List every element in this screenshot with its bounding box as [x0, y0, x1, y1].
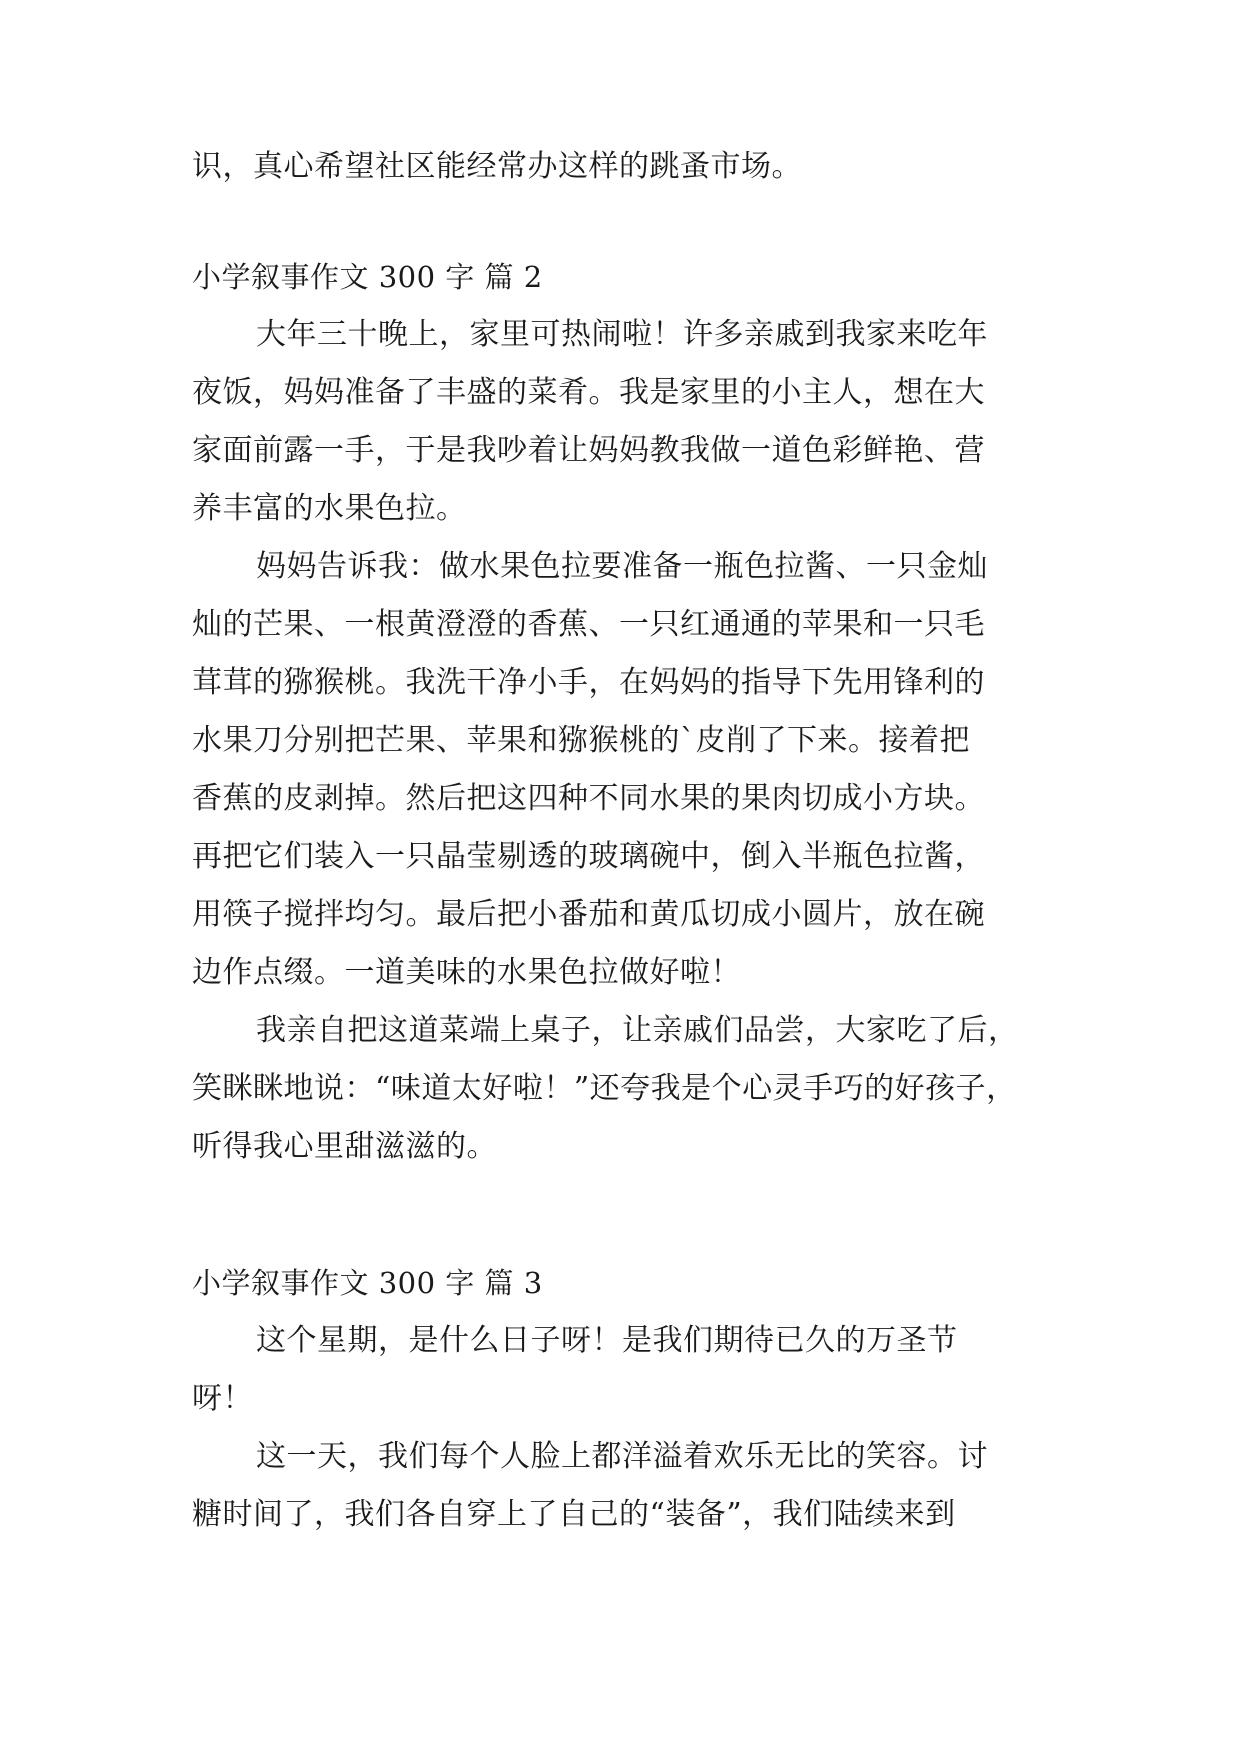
text-line: 这一天，我们每个人脸上都洋溢着欢乐无比的笑容。讨	[256, 1439, 988, 1474]
text-line: 夜饭，妈妈准备了丰盛的菜肴。我是家里的小主人，想在大	[192, 375, 985, 410]
text-line: 听得我心里甜滋滋的。	[192, 1129, 497, 1164]
text-line: 我亲自把这道菜端上桌子，让亲戚们品尝，大家吃了后，	[256, 1013, 1019, 1048]
text-line: 灿的芒果、一根黄澄澄的香蕉、一只红通通的苹果和一只毛	[192, 607, 985, 642]
text-line: 这个星期，是什么日子呀！是我们期待已久的万圣节	[256, 1323, 958, 1358]
continuation-paragraph	[192, 138, 1052, 196]
paragraph	[192, 1312, 1052, 1428]
text-line: 呀！	[192, 1381, 253, 1416]
text-line: 水果刀分别把芒果、苹果和猕猴桃的`皮削了下来。接着把	[192, 723, 970, 758]
text-line: 妈妈告诉我：做水果色拉要准备一瓶色拉酱、一只金灿	[256, 549, 988, 584]
section-heading: 小学叙事作文 300 字 篇 2	[192, 260, 543, 294]
text-line: 再把它们装入一只晶莹剔透的玻璃碗中，倒入半瓶色拉酱，	[192, 839, 985, 874]
paragraph	[192, 1428, 1052, 1544]
section-2	[192, 248, 1052, 1176]
text-line: 边作点缀。一道美味的水果色拉做好啦！	[192, 955, 741, 990]
section-heading: 小学叙事作文 300 字 篇 3	[192, 1266, 543, 1300]
text-line: 糖时间了，我们各自穿上了自己的“装备”，我们陆续来到	[192, 1497, 956, 1532]
paragraph	[192, 538, 1052, 1002]
text-line: 用筷子搅拌均匀。最后把小番茄和黄瓜切成小圆片，放在碗	[192, 897, 985, 932]
paragraph	[192, 306, 1052, 538]
text-line: 家面前露一手，于是我吵着让妈妈教我做一道色彩鲜艳、营	[192, 433, 985, 468]
text-line: 茸茸的猕猴桃。我洗干净小手，在妈妈的指导下先用锋利的	[192, 665, 985, 700]
text-line: 香蕉的皮剥掉。然后把这四种不同水果的果肉切成小方块。	[192, 781, 985, 816]
text-line: 养丰富的水果色拉。	[192, 491, 467, 526]
text-line: 笑眯眯地说：“味道太好啦！”还夸我是个心灵手巧的好孩子，	[192, 1071, 1017, 1106]
text-line: 识，真心希望社区能经常办这样的跳蚤市场。	[192, 149, 802, 184]
text-line: 大年三十晚上，家里可热闹啦！许多亲戚到我家来吃年	[256, 317, 988, 352]
section-3	[192, 1254, 1052, 1544]
paragraph	[192, 1002, 1052, 1176]
